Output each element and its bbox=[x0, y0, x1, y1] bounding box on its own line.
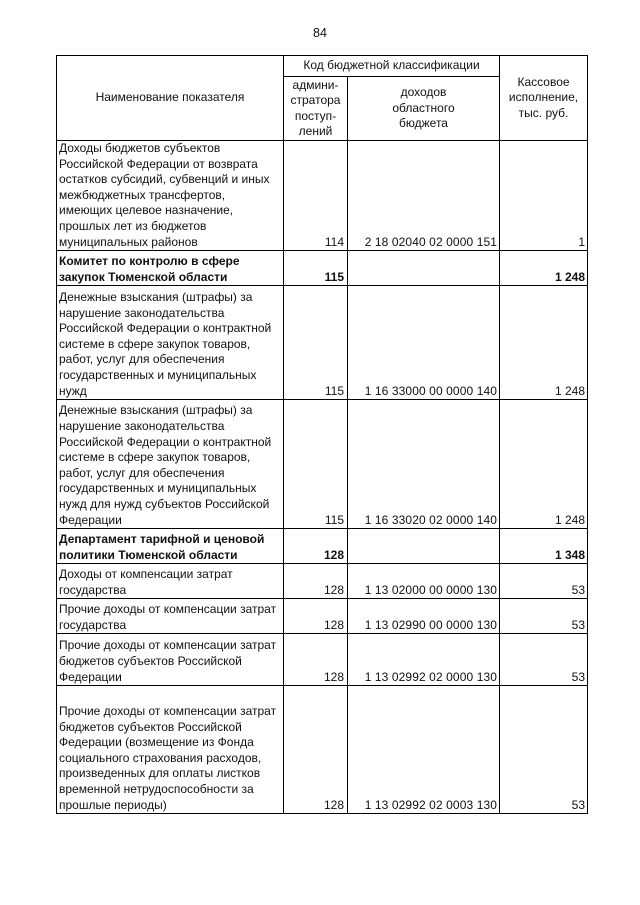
table-row bbox=[57, 141, 588, 251]
table-row bbox=[57, 286, 588, 400]
row-name: Доходы от компенсации затрат государства bbox=[57, 564, 284, 599]
row-name: Доходы бюджетов субъектов Российской Федерации от возврата остатков субсидий, субвенций и иных межбюджетных трансфертов, имеющих целевое назначение, прошлых лет из бюджетов муниципальных районов bbox=[57, 141, 284, 251]
header-income: доходов областного бюджета bbox=[348, 77, 500, 141]
page-number: 84 bbox=[313, 26, 327, 40]
row-income-code: 2 18 02040 02 0000 151 bbox=[348, 141, 500, 251]
header-group: Код бюджетной классификации bbox=[284, 56, 500, 77]
row-name: Комитет по контролю в сфере закупок Тюменской области bbox=[57, 251, 284, 286]
budget-table bbox=[56, 55, 588, 814]
table-row bbox=[57, 599, 588, 634]
row-admin-code: 115 bbox=[284, 400, 348, 529]
header-value: Кассовое исполнение, тыс. руб. bbox=[500, 56, 588, 141]
table-row bbox=[57, 529, 588, 564]
row-name: Прочие доходы от компенсации затрат бюджетов субъектов Российской Федерации bbox=[57, 634, 284, 686]
row-name: Денежные взыскания (штрафы) за нарушение законодательства Российской Федерации о контрактной системе в сфере закупок товаров, работ, услуг для обеспечения государственных и муниципальных нужд bbox=[57, 286, 284, 400]
row-admin-code: 128 bbox=[284, 686, 348, 814]
row-admin-code: 128 bbox=[284, 529, 348, 564]
row-value: 1 248 bbox=[500, 400, 588, 529]
row-value: 1 348 bbox=[500, 529, 588, 564]
row-admin-code: 114 bbox=[284, 141, 348, 251]
row-income-code: 1 13 02992 02 0003 130 bbox=[348, 686, 500, 814]
row-value: 53 bbox=[500, 634, 588, 686]
table-row bbox=[57, 634, 588, 686]
row-admin-code: 128 bbox=[284, 599, 348, 634]
row-income-code: 1 16 33020 02 0000 140 bbox=[348, 400, 500, 529]
header-admin: админи-стратора поступ-лений bbox=[284, 77, 348, 141]
row-name: Департамент тарифной и ценовой политики Тюменской области bbox=[57, 529, 284, 564]
row-income-code: 1 13 02992 02 0000 130 bbox=[348, 634, 500, 686]
table-row bbox=[57, 686, 588, 814]
row-income-code bbox=[348, 251, 500, 286]
row-name: Прочие доходы от компенсации затрат бюджетов субъектов Российской Федерации (возмещение из Фонда социального страхования расходов, произведенных для оплаты листков временной нетрудоспособности за прошлые периоды) bbox=[57, 686, 284, 814]
row-value: 53 bbox=[500, 686, 588, 814]
row-admin-code: 128 bbox=[284, 634, 348, 686]
row-name: Прочие доходы от компенсации затрат государства bbox=[57, 599, 284, 634]
row-income-code: 1 13 02000 00 0000 130 bbox=[348, 564, 500, 599]
row-income-code bbox=[348, 529, 500, 564]
row-value: 1 bbox=[500, 141, 588, 251]
row-admin-code: 115 bbox=[284, 286, 348, 400]
row-admin-code: 128 bbox=[284, 564, 348, 599]
table-row bbox=[57, 400, 588, 529]
row-income-code: 1 13 02990 00 0000 130 bbox=[348, 599, 500, 634]
row-income-code: 1 16 33000 00 0000 140 bbox=[348, 286, 500, 400]
row-value: 1 248 bbox=[500, 251, 588, 286]
header-name: Наименование показателя bbox=[57, 56, 284, 141]
row-value: 1 248 bbox=[500, 286, 588, 400]
row-value: 53 bbox=[500, 564, 588, 599]
row-name: Денежные взыскания (штрафы) за нарушение законодательства Российской Федерации о контрактной системе в сфере закупок товаров, работ, услуг для обеспечения государственных и муниципальных нужд для нужд субъектов Российской Федерации bbox=[57, 400, 284, 529]
row-value: 53 bbox=[500, 599, 588, 634]
table-row bbox=[57, 251, 588, 286]
row-admin-code: 115 bbox=[284, 251, 348, 286]
table-row bbox=[57, 564, 588, 599]
